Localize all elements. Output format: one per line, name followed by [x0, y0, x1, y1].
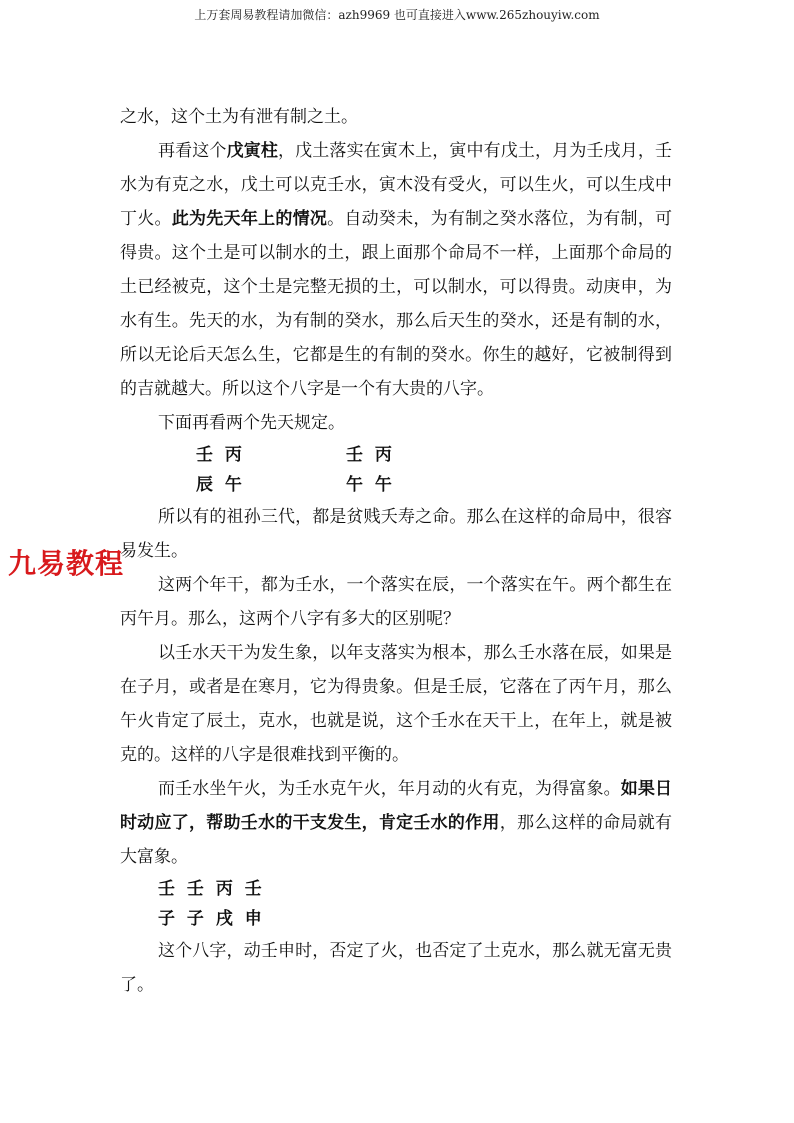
bazi-pair-chart	[120, 440, 672, 500]
chart-right-stems: 壬 丙	[346, 445, 395, 465]
paragraph-5: 以壬水天干为发生象，以年支落实为根本，那么壬水落在辰，如果是在子月，或者是在寒月，它为得贵象。但是壬辰，它落在了丙午月，那么午火肯定了辰土，克水，也就是说，这个壬水在天干上，在年上，就是被克的。这样的八字是很难找到平衡的。	[120, 643, 672, 765]
paragraph-1	[120, 134, 672, 406]
paragraph-2: 下面再看两个先天规定。	[158, 413, 345, 433]
p1-bold-situation: 此为先天年上的情况	[171, 209, 328, 229]
bazi-single-chart	[120, 874, 672, 934]
document-body	[120, 100, 672, 1002]
watermark-logo: 九易教程	[8, 547, 125, 580]
p6-text-a: 而壬水坐午火，为壬水克午火，年月动的火有克，为得富象。	[158, 779, 621, 799]
chart-single-branches: 子 子 戌 申	[158, 909, 265, 929]
paragraph-7: 这个八字，动壬申时，否定了火，也否定了土克水，那么就无富无贵了。	[120, 941, 672, 995]
p1-bold-pillar: 戊寅柱	[226, 141, 278, 161]
paragraph-0: 之水，这个土为有泄有制之土。	[120, 107, 358, 127]
p6-bold: 如果日时动应了，帮助壬水的干支发生，肯定壬水的作用	[120, 779, 673, 833]
p1-text-c: ，戊土落实在寅木上，寅中有戊土，月为壬戌月，壬水为有克之水，戊土可以克壬水，寅木没有受火，可以生火，可以生戌中丁火。	[120, 141, 673, 229]
chart-left-branches: 辰 午	[196, 475, 245, 495]
paragraph-4: 这两个年干，都为壬水，一个落实在辰，一个落实在午。两个都生在丙午月。那么，这两个八字有多大的区别呢？	[120, 575, 672, 629]
p1-text-e: 。自动癸未，为有制之癸水落位，为有制，可得贵。这个土是可以制水的土，跟上面那个命局不一样，上面那个命局的土已经被克，这个土是完整无损的土，可以制水，可以得贵。动庚申，为水有生。先天的水，为有制的癸水，那么后天生的癸水，还是有制的水，所以无论后天怎么生，它都是生的有制的癸水。你生的越好，它被制得到的吉就越大。所以这个八字是一个有大贵的八字。	[120, 209, 673, 399]
paragraph-6	[120, 772, 672, 874]
p6-text-c: ，那么这样的命局就有大富象。	[120, 813, 673, 867]
chart-left-stems: 壬 丙	[196, 445, 245, 465]
p1-text-a: 再看这个	[158, 141, 227, 161]
paragraph-3: 所以有的祖孙三代，都是贫贱夭寿之命。那么在这样的命局中，很容易发生。	[120, 507, 672, 561]
page-header: 上万套周易教程请加微信：azh9969 也可直接进入www.265zhouyiw.com	[194, 8, 600, 22]
chart-single-stems: 壬 壬 丙 壬	[158, 879, 265, 899]
chart-right-branches: 午 午	[346, 475, 395, 495]
